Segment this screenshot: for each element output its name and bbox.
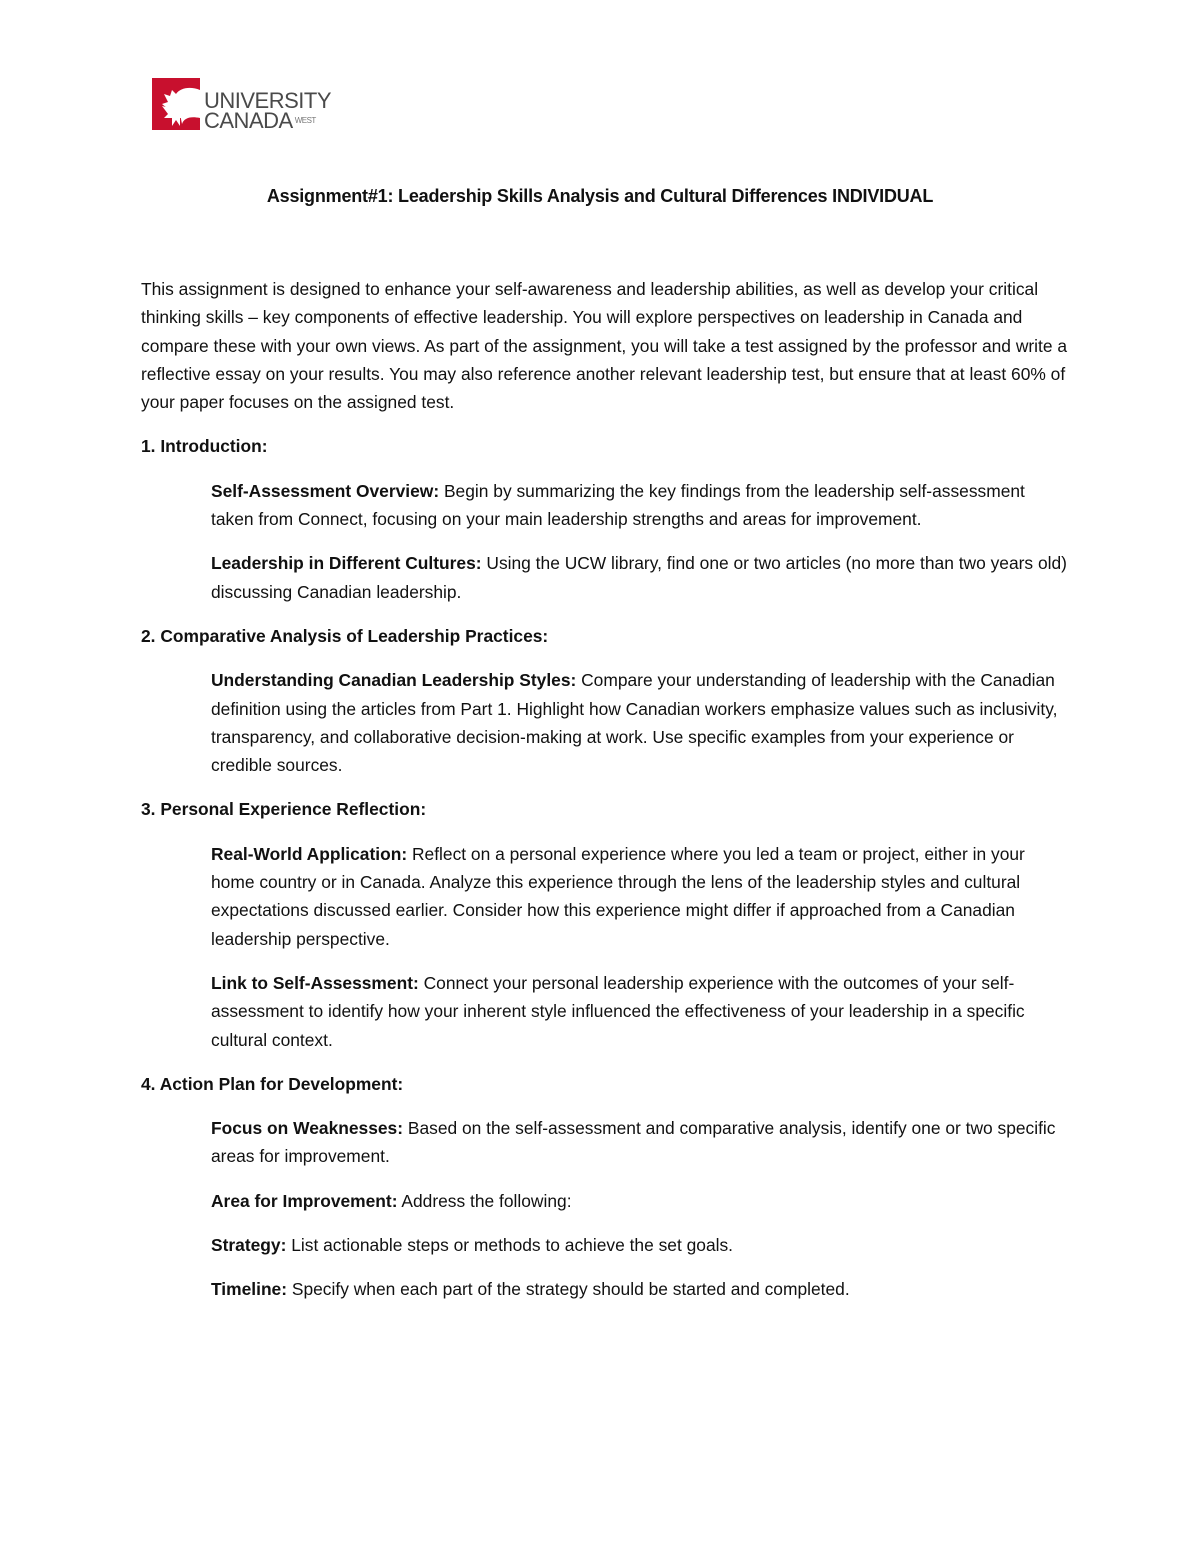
item-text: Using the UCW library, find one or two articles (no more than two years old) discussing Canadian leadership. (211, 553, 1067, 602)
item-label: Leadership in Different Cultures: (211, 553, 482, 574)
item-label: Timeline: (211, 1279, 288, 1300)
section-heading: 4. Action Plan for Development: (141, 1073, 404, 1094)
logo-wordmark (204, 88, 332, 134)
section-item (211, 1114, 1071, 1171)
item-label: Self-Assessment Overview: (211, 480, 440, 501)
document-title: Assignment#1: Leadership Skills Analysis and Cultural Differences INDIVIDUAL (266, 186, 934, 206)
item-text: Connect your personal leadership experience with the outcomes of your self-assessment to identify how your inherent style influenced the effectiveness of your leadership in a specific cultural context. (211, 972, 1025, 1050)
item-text: Based on the self-assessment and comparative analysis, identify one or two specific areas for improvement. (211, 1118, 1056, 1167)
item-text: List actionable steps or methods to achieve the set goals. (286, 1235, 734, 1256)
item-label: Focus on Weaknesses: (211, 1118, 404, 1139)
item-label: Area for Improvement: (211, 1190, 398, 1211)
maple-leaf-shield-icon (150, 74, 202, 132)
item-label: Strategy: (211, 1235, 287, 1256)
item-label: Understanding Canadian Leadership Styles: (211, 670, 577, 691)
section-heading: 1. Introduction: (141, 436, 268, 457)
logo-line-university: UNIVERSITY (204, 88, 332, 113)
item-label: Link to Self-Assessment: (211, 972, 419, 993)
university-logo (150, 74, 350, 132)
section-heading: 3. Personal Experience Reflection: (141, 799, 427, 820)
logo-line-west: WEST (294, 116, 316, 125)
section-item (211, 666, 1071, 779)
intro-paragraph: This assignment is designed to enhance your self-awareness and leadership abilities, as well as develop your critical thinking skills – key components of effective leadership. You will explore perspectives on leadership in Canada and compare these with your own views. As part of the assignment, you will take a test assigned by the professor and write a reflective essay on your results. You may also reference another relevant leadership test, but ensure that at least 60% of your paper focuses on the assigned test. (141, 279, 1068, 413)
section-item (211, 477, 1071, 534)
sections-container (141, 432, 1071, 1303)
item-label: Real-World Application: (211, 843, 408, 864)
section-heading: 2. Comparative Analysis of Leadership Practices: (141, 625, 549, 646)
section-item (211, 549, 1071, 606)
logo-line-canada: CANADA (204, 108, 293, 133)
section-item (211, 969, 1071, 1054)
item-text: Compare your understanding of leadership with the Canadian definition using the articles from Part 1. Highlight how Canadian workers emphasize values such as inclusivity, transparency, and collaborative decision-making at work. Use specific examples from your experience or credible sources. (211, 670, 1058, 776)
section-item (211, 1231, 1071, 1259)
section-item (211, 1275, 1071, 1303)
item-text: Specify when each part of the strategy should be started and completed. (287, 1279, 850, 1300)
section-item (211, 840, 1071, 953)
item-text: Address the following: (397, 1190, 572, 1211)
item-text: Begin by summarizing the key findings from the leadership self-assessment taken from Connect, focusing on your main leadership strengths and areas for improvement. (211, 480, 1025, 530)
document-body (141, 275, 1071, 1320)
section-item (211, 1187, 1071, 1215)
item-text: Reflect on a personal experience where you led a team or project, either in your home country or in Canada. Analyze this experience through the lens of the leadership styles and cultural expectations discussed earlier. Consider how this experience might differ if approached from a Canadian leadership perspective. (211, 843, 1025, 949)
